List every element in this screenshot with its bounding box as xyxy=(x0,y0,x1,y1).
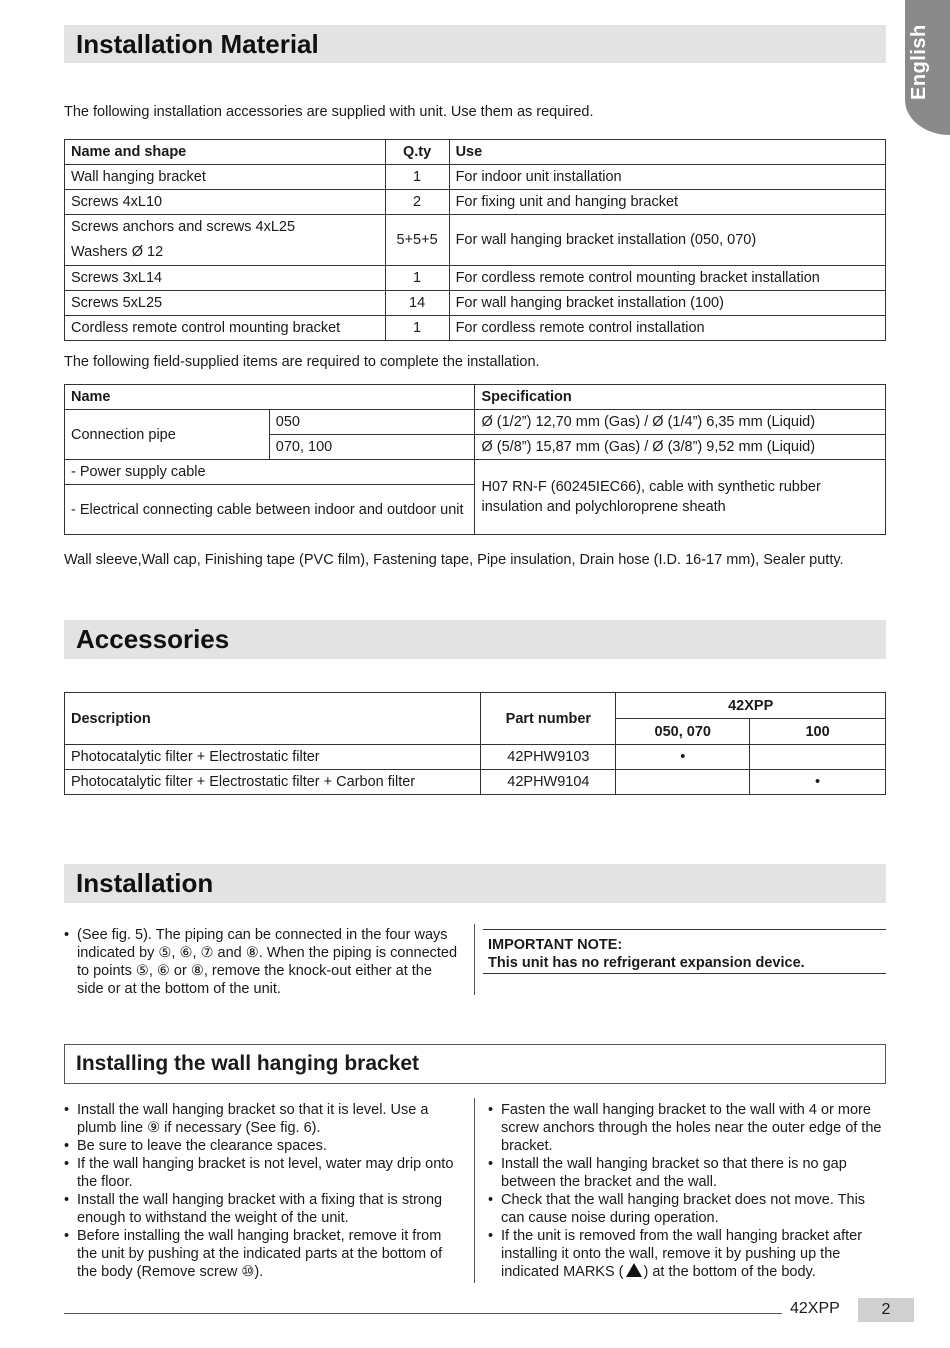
table-row xyxy=(65,190,886,215)
cell-name: Screws 4xL10 xyxy=(65,190,386,215)
language-tab xyxy=(905,0,950,135)
note-bottom-rule xyxy=(483,973,886,974)
list-item: • (See fig. 5). The piping can be connected in the four ways indicated by ⑤, ⑥, ⑦ and ⑧. When the piping is connected to points ⑤, ⑥ or ⑧, remove the knock-out either at the side or at the bottom of the unit. xyxy=(64,926,459,998)
footer-model: 42XPP xyxy=(790,1300,840,1317)
cell-part-number: 42PHW9104 xyxy=(481,770,616,795)
cell-use: For fixing unit and hanging bracket xyxy=(449,190,885,215)
field-supplied-table xyxy=(64,384,886,535)
header-specification: Specification xyxy=(475,385,886,410)
supplied-accessories-table xyxy=(64,139,886,341)
section-installation xyxy=(64,864,886,903)
cell-name: Cordless remote control mounting bracket xyxy=(65,316,386,341)
important-note-title: IMPORTANT NOTE: xyxy=(488,937,623,953)
table-row xyxy=(65,410,886,435)
bracket-left-bullets xyxy=(64,1101,464,1281)
section-title: Accessories xyxy=(76,624,230,654)
cell-mark-100: • xyxy=(750,770,886,795)
section-title: Installation xyxy=(76,868,214,898)
footer-rule xyxy=(64,1313,782,1314)
cell-mark-100 xyxy=(750,745,886,770)
section-title: Installation Material xyxy=(76,29,319,59)
bracket-right-bullets xyxy=(488,1101,886,1281)
cell-qty: 1 xyxy=(385,165,449,190)
intro-text: The following installation accessories are supplied with unit. Use them as required. xyxy=(64,104,594,120)
table-header-row xyxy=(65,693,886,719)
list-item: • Fasten the wall hanging bracket to the wall with 4 or more screw anchors through the holes near the outer edge of the bracket. xyxy=(488,1101,886,1155)
header-description: Description xyxy=(65,693,481,745)
accessories-table xyxy=(64,692,886,795)
list-item: • Before installing the wall hanging bracket, remove it from the unit by pushing at the indicated parts at the bottom of the body (Remove screw ⑩). xyxy=(64,1227,464,1281)
cell-name: Screws 5xL25 xyxy=(65,291,386,316)
table-row xyxy=(65,745,886,770)
list-item-text: ) at the bottom of the body. xyxy=(643,1264,816,1280)
table-row xyxy=(65,266,886,291)
column-divider xyxy=(474,924,475,995)
column-divider xyxy=(474,1098,475,1283)
installation-bullets xyxy=(64,926,459,998)
cell-pipe-spec: Ø (1/2”) 12,70 mm (Gas) / Ø (1/4”) 6,35 mm (Liquid) xyxy=(475,410,886,435)
list-item xyxy=(488,1227,886,1281)
list-item-text: If the unit is removed from the wall hanging bracket after installing it onto the wall, remove it by pushing up the indicated MARKS ( xyxy=(501,1228,863,1280)
cell-use: For wall hanging bracket installation (050, 070) xyxy=(449,215,885,266)
cell-electrical-cable: - Electrical connecting cable between indoor and outdoor unit xyxy=(65,485,475,535)
cell-name: Screws 3xL14 xyxy=(65,266,386,291)
cell-name: Wall hanging bracket xyxy=(65,165,386,190)
header-part-number: Part number xyxy=(481,693,616,745)
header-use: Use xyxy=(449,140,885,165)
list-item: • Install the wall hanging bracket so that there is no gap between the bracket and the wall. xyxy=(488,1155,886,1191)
cell-mark-050-070 xyxy=(616,770,750,795)
section-installation-material xyxy=(64,25,886,63)
cell-qty: 1 xyxy=(385,266,449,291)
header-name: Name xyxy=(65,385,475,410)
page-number: 2 xyxy=(858,1298,914,1322)
cell-description: Photocatalytic filter + Electrostatic filter + Carbon filter xyxy=(65,770,481,795)
list-item: • Check that the wall hanging bracket does not move. This can cause noise during operation. xyxy=(488,1191,886,1227)
table-header-row xyxy=(65,140,886,165)
cell-cable-spec: H07 RN-F (60245IEC66), cable with synthetic rubber insulation and polychloroprene sheath xyxy=(475,460,886,535)
cell-part-number: 42PHW9103 xyxy=(481,745,616,770)
table-row xyxy=(65,165,886,190)
table-row xyxy=(65,770,886,795)
note-top-rule xyxy=(483,929,886,930)
cell-pipe-model: 050 xyxy=(269,410,475,435)
cell-pipe-model: 070, 100 xyxy=(269,435,475,460)
header-name: Name and shape xyxy=(65,140,386,165)
cell-qty: 5+5+5 xyxy=(385,215,449,266)
cell-qty: 1 xyxy=(385,316,449,341)
important-note-text: This unit has no refrigerant expansion device. xyxy=(488,955,805,971)
cell-power-cable: - Power supply cable xyxy=(65,460,475,485)
cell-use: For indoor unit installation xyxy=(449,165,885,190)
table-row xyxy=(65,215,886,266)
cell-name-line1: Screws anchors and screws 4xL25 xyxy=(71,219,296,235)
field-supplied-note: Wall sleeve,Wall cap, Finishing tape (PVC film), Fastening tape, Pipe insulation, Drain hose (I.D. 16-17 mm), Sealer putty. xyxy=(64,552,844,568)
section-title: Installing the wall hanging bracket xyxy=(76,1052,420,1075)
section-accessories xyxy=(64,620,886,659)
cell-use: For cordless remote control installation xyxy=(449,316,885,341)
list-item: • Install the wall hanging bracket so that it is level. Use a plumb line ⑨ if necessary (See fig. 6). xyxy=(64,1101,464,1137)
cell-connection-pipe: Connection pipe xyxy=(65,410,270,460)
header-model-100: 100 xyxy=(750,719,886,745)
list-item: • If the wall hanging bracket is not level, water may drip onto the floor. xyxy=(64,1155,464,1191)
header-qty: Q.ty xyxy=(385,140,449,165)
cell-name xyxy=(65,215,386,266)
table-header-row xyxy=(65,385,886,410)
cell-use: For cordless remote control mounting bracket installation xyxy=(449,266,885,291)
table-row xyxy=(65,291,886,316)
field-supplied-intro: The following field-supplied items are required to complete the installation. xyxy=(64,354,540,370)
table-row xyxy=(65,316,886,341)
triangle-mark-icon xyxy=(626,1263,642,1277)
cell-mark-050-070: • xyxy=(616,745,750,770)
header-model-050-070: 050, 070 xyxy=(616,719,750,745)
cell-name-line2: Washers Ø 12 xyxy=(71,244,164,260)
cell-qty: 14 xyxy=(385,291,449,316)
list-item: • Be sure to leave the clearance spaces. xyxy=(64,1137,464,1155)
cell-pipe-spec: Ø (5/8”) 15,87 mm (Gas) / Ø (3/8”) 9,52 mm (Liquid) xyxy=(475,435,886,460)
cell-qty: 2 xyxy=(385,190,449,215)
header-model: 42XPP xyxy=(616,693,886,719)
table-row xyxy=(65,460,886,485)
list-item: • Install the wall hanging bracket with a fixing that is strong enough to withstand the weight of the unit. xyxy=(64,1191,464,1227)
important-note xyxy=(488,936,805,972)
language-tab-label: English xyxy=(908,24,930,100)
cell-use: For wall hanging bracket installation (100) xyxy=(449,291,885,316)
cell-description: Photocatalytic filter + Electrostatic filter xyxy=(65,745,481,770)
section-wall-bracket xyxy=(64,1044,886,1084)
